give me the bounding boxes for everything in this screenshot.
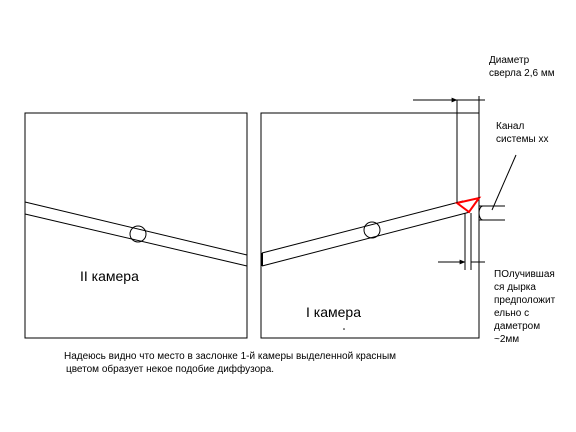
note-text [64, 350, 396, 376]
drill-diameter-line-2: сверла 2,6 мм [489, 68, 555, 79]
chamber-2-box [25, 113, 247, 338]
hole-line-4: ельно с [494, 308, 530, 319]
channel-label [496, 120, 548, 146]
chamber-1-throttle-plate [262, 201, 470, 266]
chamber-1-label: I камера [306, 304, 361, 320]
hole-line-5: даметром [494, 321, 541, 332]
hole-line-1: ПОлучившая [494, 269, 555, 280]
stray-dot [343, 328, 345, 330]
idle-channel-pipe [479, 206, 505, 220]
drill-diameter-label [489, 54, 555, 80]
channel-line-1: Канал [496, 121, 525, 132]
chamber-2-axle [130, 226, 146, 242]
drill-channel [457, 100, 479, 270]
note-line-2: цветом образует некое подобие диффузора. [66, 364, 275, 375]
hole-line-6: ~2мм [494, 334, 520, 345]
drill-diameter-dimension [413, 96, 485, 104]
hole-label [494, 268, 555, 346]
diffuser-highlight [457, 198, 479, 212]
channel-line-2: системы хх [496, 134, 549, 145]
chamber-2-throttle-plate [25, 202, 247, 266]
drill-diameter-line-1: Диаметр [489, 55, 530, 66]
hole-line-2: ся дырка [494, 282, 536, 293]
chamber-2-label: II камера [80, 268, 139, 284]
channel-leader-line [492, 155, 516, 210]
note-line-1: Надеюсь видно что место в заслонке 1-й камеры выделенной красным [64, 351, 397, 362]
hole-line-3: предположит [494, 295, 556, 306]
